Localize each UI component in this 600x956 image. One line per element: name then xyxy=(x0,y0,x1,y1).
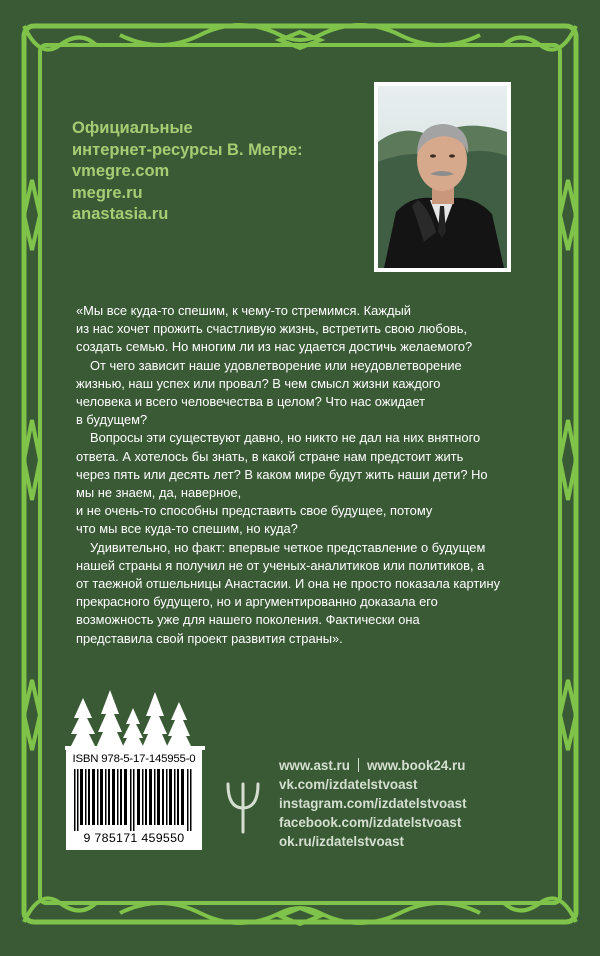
site-links-row xyxy=(279,757,467,776)
quote-paragraph-3: Вопросы эти существуют давно, но никто не дал на них внятного ответа. А хотелось бы знать, в какой стране нам предстоит жить через пять или десять лет? В каком мире будут жить наши дети? Но мы не знаем, да, наверное, и не очень-то способны представить свое будущее, потому что мы все куда-то спешим, но куда? xyxy=(76,430,488,537)
link-separator xyxy=(358,758,359,772)
link-instagram[interactable]: instagram.com/izdatelstvoast xyxy=(279,795,467,811)
link-facebook[interactable]: facebook.com/izdatelstvoast xyxy=(279,814,462,830)
publisher-logo-icon xyxy=(224,780,262,834)
author-photo xyxy=(374,82,511,272)
barcode xyxy=(66,746,202,850)
isbn-text: ISBN 978-5-17-145955-0 xyxy=(72,753,196,765)
link-vk[interactable]: vk.com/izdatelstvoast xyxy=(279,776,418,792)
quote-paragraph-4: Удивительно, но факт: впервые четкое представление о будущем нашей страны я получил не от ученых-аналитиков или политиков, а от таежной отшельницы Анастасии. И она не просто показала картину прекрасного будущего, но и аргументированно доказала его возможность уже для нашего поколения. Фактически она представила свой проект развития страны». xyxy=(76,539,501,646)
resource-link-vmegre[interactable]: vmegre.com xyxy=(72,162,170,180)
resources-heading-line1: Официальные xyxy=(72,119,193,137)
link-ast[interactable]: www.ast.ru xyxy=(279,758,350,773)
barcode-number: 9 785171 459550 xyxy=(83,831,185,845)
link-book24[interactable]: www.book24.ru xyxy=(366,758,466,773)
barcode-bars xyxy=(72,769,196,831)
official-resources xyxy=(72,118,303,226)
publisher-links xyxy=(279,757,467,852)
resource-link-megre[interactable]: megre.ru xyxy=(72,183,143,202)
resource-link-anastasia[interactable]: anastasia.ru xyxy=(72,205,169,223)
link-ok[interactable]: ok.ru/izdatelstvoast xyxy=(279,833,405,849)
resources-heading-line2: интернет-ресурсы В. Мегре: xyxy=(72,140,303,159)
forest-icon xyxy=(65,684,205,750)
back-cover-quote xyxy=(76,302,536,648)
quote-paragraph-2: От чего зависит наше удовлетворение или неудовлетворение жизнью, наш успех или провал? В чем смысл жизни каждого человека и всего человечества в целом? Что нас ожидает в будущем? xyxy=(76,357,462,428)
quote-paragraph-1: «Мы все куда-то спешим, к чему-то стремимся. Каждый из нас хочет прожить счастливую жизнь, встретить свою любовь, создать семью. Но многим ли из нас удается достичь желаемого? xyxy=(76,303,473,355)
